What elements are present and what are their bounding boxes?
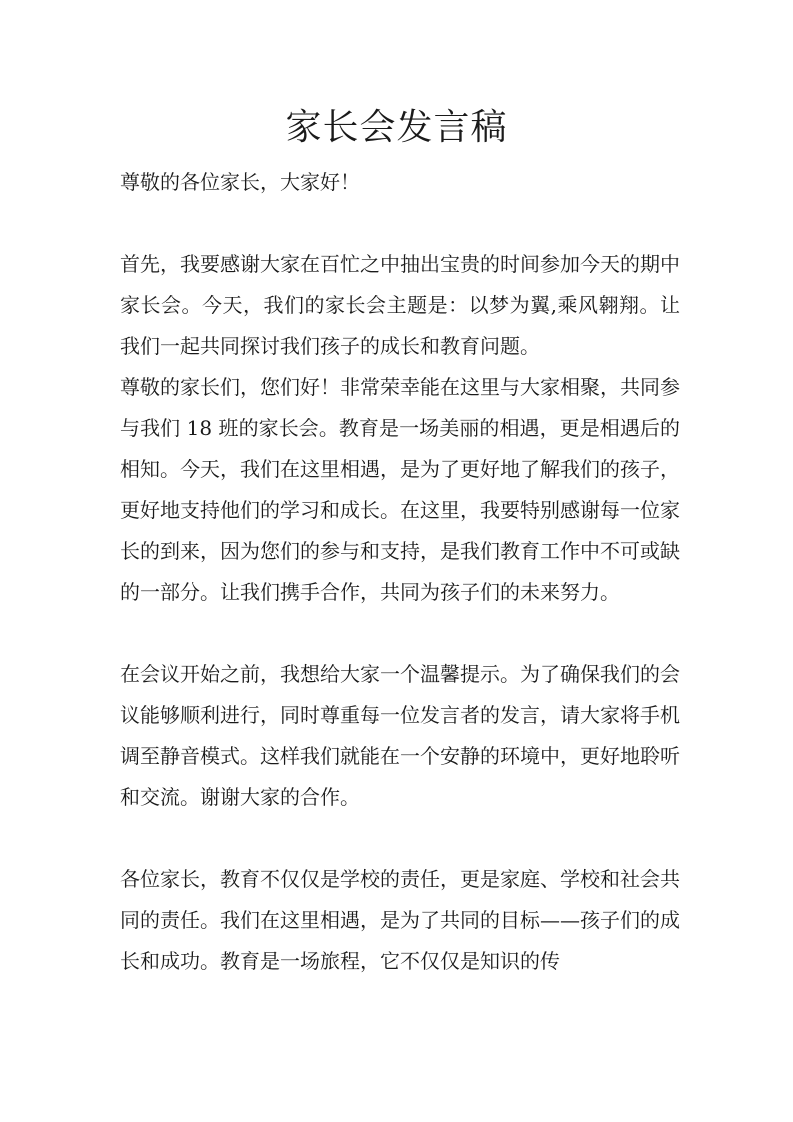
greeting-line: 尊敬的各位家长，大家好！ <box>120 170 360 194</box>
paragraph-welcome: 尊敬的家长们，您们好！非常荣幸能在这里与大家相聚，共同参与我们 18 班的家长会。教育是一场美丽的相遇，更是相遇后的相知。今天，我们在这里相遇，是为了更好地了解我们的孩子，更好地支持他们的学习和成长。在这里，我要特别感谢每一位家长的到来，因为您们的参与和支持，是我们教育工作中不可或缺的一部分。让我们携手合作，共同为孩子们的未来努力。 <box>120 375 680 604</box>
paragraph-intro: 首先，我要感谢大家在百忙之中抽出宝贵的时间参加今天的期中家长会。今天，我们的家长会主题是：以梦为翼,乘风翱翔。让我们一起共同探讨我们孩子的成长和教育问题。 <box>120 252 680 358</box>
paragraph-spacer <box>120 818 680 859</box>
paragraph-reminder: 在会议开始之前，我想给大家一个温馨提示。为了确保我们的会议能够顺利进行，同时尊重每一位发言者的发言，请大家将手机调至静音模式。这样我们就能在一个安静的环境中，更好地聆听和交流。谢谢大家的合作。 <box>120 662 680 809</box>
document-body <box>120 162 680 982</box>
paragraph-spacer <box>120 613 680 654</box>
document-title: 家长会发言稿 <box>285 107 508 148</box>
paragraph-spacer <box>120 203 680 244</box>
paragraph-responsibility: 各位家长，教育不仅仅是学校的责任，更是家庭、学校和社会共同的责任。我们在这里相遇，是为了共同的目标——孩子们的成长和成功。教育是一场旅程，它不仅仅是知识的传 <box>120 867 680 973</box>
